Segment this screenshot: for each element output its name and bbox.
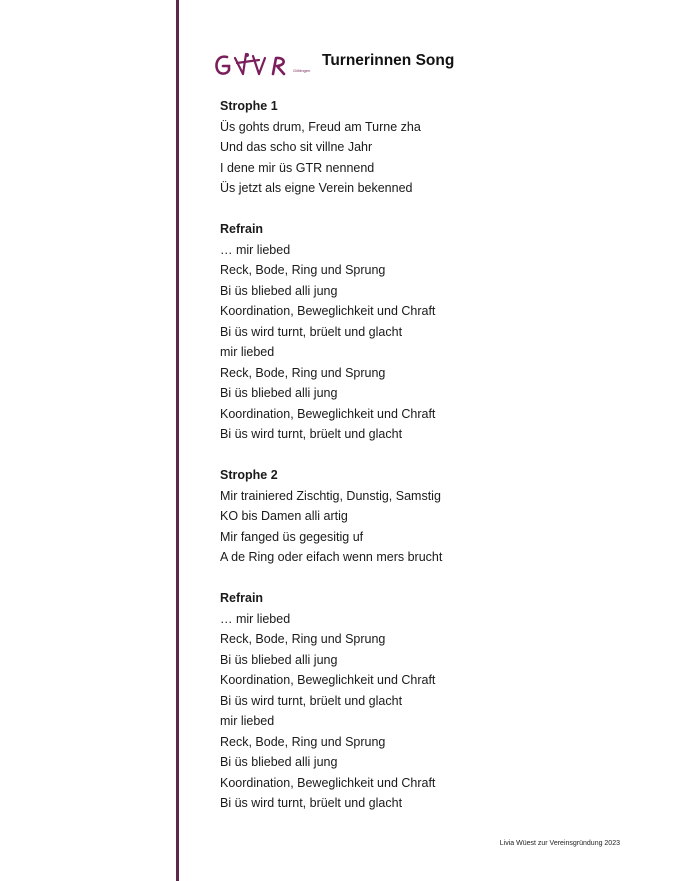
footer-credit: Livia Wüest zur Vereinsgründung 2023	[499, 840, 620, 847]
lyric-line: Und das scho sit villne Jahr	[220, 140, 373, 154]
lyric-line: Reck, Bode, Ring und Sprung	[220, 632, 386, 646]
lyric-line: Koordination, Beweglichkeit und Chraft	[220, 673, 436, 687]
section-heading: Strophe 2	[220, 468, 278, 482]
lyric-line: … mir liebed	[220, 611, 291, 626]
lyric-line: Bi üs bliebed alli jung	[220, 283, 338, 298]
lyric-line: Reck, Bode, Ring und Sprung	[220, 365, 386, 380]
song-section	[220, 219, 640, 445]
lyric-line: Koordination, Beweglichkeit und Chraft	[220, 406, 436, 421]
song-lyrics	[220, 96, 640, 834]
lyric-line: Reck, Bode, Ring und Sprung	[220, 734, 386, 749]
lyric-line: Bi üs bliebed alli jung	[220, 386, 338, 400]
song-section	[220, 96, 640, 199]
lyric-line: Bi üs wird turnt, brüelt und glacht	[220, 796, 403, 810]
gtr-logo-icon	[213, 48, 309, 82]
lyric-line: Bi üs wird turnt, brüelt und glacht	[220, 693, 403, 708]
section-heading: Refrain	[220, 591, 264, 605]
lyric-line: Koordination, Beweglichkeit und Chraft	[220, 304, 436, 318]
gtr-logo	[213, 48, 309, 82]
lyric-line: Bi üs wird turnt, brüelt und glacht	[220, 427, 403, 441]
header	[213, 48, 309, 82]
song-section	[220, 588, 640, 814]
lyric-line: Bi üs wird turnt, brüelt und glacht	[220, 324, 403, 339]
song-section	[220, 465, 640, 568]
lyric-line: Mir trainiered Zischtig, Dunstig, Samstig	[220, 488, 441, 503]
lyric-line: KO bis Damen alli artig	[220, 509, 348, 523]
lyric-line: Bi üs bliebed alli jung	[220, 755, 338, 769]
lyric-line: Koordination, Beweglichkeit und Chraft	[220, 775, 436, 790]
lyric-line: Mir fanged üs gegesitig uf	[220, 529, 364, 544]
margin-line	[176, 0, 179, 881]
lyric-line: Üs jetzt als eigne Verein bekenned	[220, 181, 413, 195]
lyric-line: I dene mir üs GTR nennend	[220, 160, 375, 175]
section-heading: Refrain	[220, 222, 264, 236]
lyric-line: A de Ring oder eifach wenn mers brucht	[220, 550, 443, 564]
page-title: Turnerinnen Song	[322, 52, 455, 69]
section-heading: Strophe 1	[220, 99, 278, 113]
lyric-line: Üs gohts drum, Freud am Turne zha	[220, 119, 421, 134]
lyric-line: Bi üs bliebed alli jung	[220, 652, 338, 667]
lyric-line: Reck, Bode, Ring und Sprung	[220, 263, 386, 277]
lyric-line: mir liebed	[220, 714, 275, 728]
lyric-line: … mir liebed	[220, 242, 291, 257]
lyric-line: mir liebed	[220, 345, 275, 359]
logo-subtitle: Göttingen	[293, 68, 311, 73]
